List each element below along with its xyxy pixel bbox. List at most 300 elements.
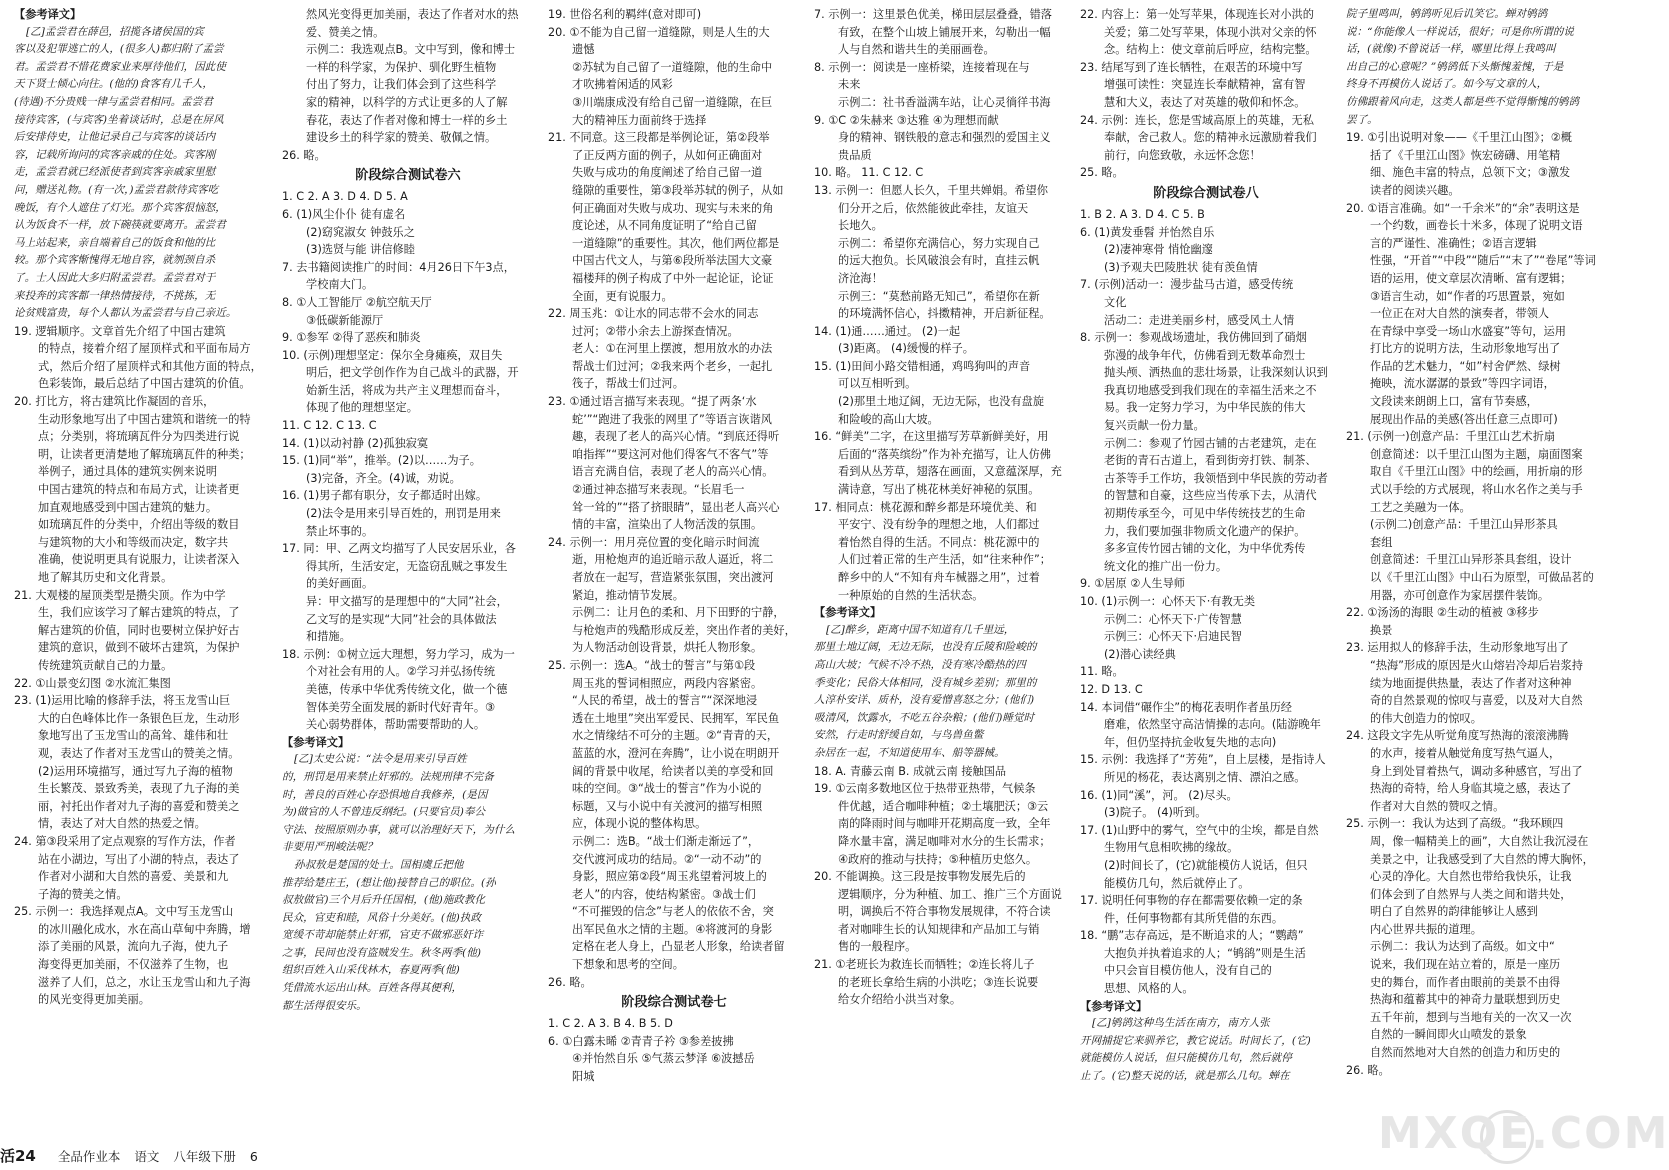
answer-line: 奉献，舍己救人。您的精神永远激励着我们 <box>1104 131 1317 145</box>
answer-line: 创意简述：以千里江山图为主题，扇面图案 <box>1370 447 1583 461</box>
answer-line: (3)完备，齐全。(4)诚，劝说。 <box>306 471 461 485</box>
answer-line: 出自己的心意呢？”鸲鹆低下头惭愧羞愧，于是 <box>1346 60 1564 73</box>
answer-line: 自然的一瞬间即火山喷发的景象 <box>1370 1028 1527 1042</box>
answer-line: ②苏轼为自己留了一道缝隙，他的生命中 <box>572 60 773 74</box>
answer-line: 身的精神、钢铁般的意志和强烈的爱国主义 <box>838 131 1051 145</box>
answer-line: “热海”形成的原因是火山熔岩冷却后岩浆持 <box>1370 658 1583 672</box>
answer-line: 语言充满自信，表现了老人的高兴心情。 <box>572 465 774 479</box>
answer-line: 示例二：心怀天下·广传智慧 <box>1104 612 1242 626</box>
answer-line: 逻辑顺序，分为种植、加工、推广三个方面说 <box>838 887 1062 901</box>
answer-line: 然风光变得更加美丽，表达了作者对水的热 <box>306 8 519 21</box>
answer-line: 17. 说明任何事物的存在都需要依赖一定的条 <box>1080 894 1303 908</box>
answer-line: 为人物活动创设背景，烘托人物形象。 <box>572 641 763 655</box>
answer-line: 一种原始的自然的生活状态。 <box>838 588 984 602</box>
answer-line: 22. 内容上：第一处写苹果，体现连长对小洪的 <box>1080 8 1314 21</box>
reference-translation-heading: 【参考译文】 <box>282 735 350 749</box>
answer-line: 件，任何事物都有其所凭借的东西。 <box>1104 911 1284 925</box>
answer-line: 丽，衬托出作者对九子海的喜爱和赞美之 <box>38 799 240 813</box>
answer-line: 示例二：希望你充满信心，努力实现自己 <box>838 236 1040 250</box>
answer-line: 14. 本词借“碾作尘”的梅花表明作者虽历经 <box>1080 700 1292 714</box>
answer-line: 13. 示例一：但愿人长久，千里共婵娟。希望你 <box>814 183 1048 197</box>
answer-line: 人淳朴安详、质朴，没有爱憎喜怒之分；(他们) <box>814 694 1035 707</box>
answer-line: 耸一耸的”“搭了挤眼睛”，显出老人高兴心 <box>572 500 780 514</box>
answer-line: 奇的自然景观的惊叹与喜爱，以及对大自然 <box>1370 694 1583 708</box>
answer-line: 22. 周玉兆：①让水的同志带不会水的同志 <box>548 307 759 321</box>
answer-line: 生物用气息相吹拂的缘故。 <box>1104 841 1239 855</box>
answer-line: 大的白色峰体比作一条银色巨龙，生动形 <box>38 711 240 725</box>
answer-line: 降水量丰富，满足咖啡对水分的生长需求； <box>838 834 1051 848</box>
answer-line: 才吹拂着闲适的风彩 <box>572 78 673 92</box>
answer-line: 史的舞台，而作者由眼前的美景不由得 <box>1370 975 1561 989</box>
answer-line: 站在小湖边，写出了小湖的特点，表达了 <box>38 852 240 866</box>
section-title: 阶段综合测试卷八 <box>1153 185 1259 201</box>
answer-line: 季变化；民俗大体相同，没有城乡差别；那里的 <box>814 676 1037 689</box>
answer-line: 15. (1)田间小路交错相通，鸡鸣狗叫的声音 <box>814 359 1031 373</box>
answer-line: 21. 不同意。这三段都是举例论证，第②段举 <box>548 131 770 145</box>
answer-line: 23. 结尾写到了连长牺牲，在艰苦的环境中写 <box>1080 60 1303 74</box>
answer-line: (3)选贤与能 讲信修睦 <box>306 243 415 257</box>
answer-line: 济沧海！ <box>838 271 883 285</box>
answer-line: 的远大抱负。长风破浪会有时，直挂云帆 <box>838 254 1040 268</box>
answer-line: 7. 示例一：这里景色优美，梯田层层叠叠，错落 <box>814 8 1052 21</box>
answer-line: 南的降雨时间与咖啡开花期高度一致，全年 <box>838 817 1051 831</box>
answer-line: 热海和蕴蓄其中的神奇力量联想到历史 <box>1370 993 1561 1007</box>
answer-line: 叔敖做官)三个月后升任国相，(他)施政教化 <box>282 894 486 907</box>
answer-line: 筏子，帮战士们过河。 <box>572 377 684 391</box>
answer-line: 贵品质 <box>838 148 872 162</box>
answer-line: 文化 <box>1104 295 1127 309</box>
answer-line: 25. 示例一：我认为达到了高级。“我环顾四 <box>1346 817 1564 831</box>
answer-line: 一样的科学家，为保护、驯化野生植物 <box>306 60 497 74</box>
answer-line: 作者对大自然的赞叹之情。 <box>1370 799 1505 813</box>
answer-line: 10. (示例)理想坚定：保尔全身瘫痪，双目失 <box>282 348 503 362</box>
answer-line: 水之情缘结不可分的主题。②“青青的天， <box>572 729 779 743</box>
answer-line: 明，让读者更清楚地了解琉璃瓦件的种类； <box>38 447 251 461</box>
answer-line: 晚饭，有个人遮住了灯光。那个宾客很恼怒， <box>14 201 226 214</box>
answer-line: 的伟大创造力的惊叹。 <box>1370 711 1482 725</box>
answer-line: (3)院子。 (4)听到。 <box>1104 806 1207 820</box>
answer-line: 禁止坏事的。 <box>306 524 374 538</box>
answer-line: 在青绿中享受一场山水盛宴”等句，运用 <box>1370 324 1566 338</box>
answer-column-1 <box>14 6 266 1138</box>
answer-line: 的美好画面。 <box>306 577 374 591</box>
answer-line: 接待宾客，(与宾客)坐着谈话时，总是在屏风 <box>14 113 224 126</box>
answer-line: 非要用严刑峻法呢？ <box>282 841 378 854</box>
answer-line: 25. 略。 <box>1080 166 1124 180</box>
answer-line: 生动形象地写出了中国古建筑和谐统一的特 <box>38 412 251 426</box>
answer-line: 以《千里江山图》中山石为原型，可做品茗的 <box>1370 571 1594 584</box>
answer-line: 售的一般程序。 <box>838 940 917 954</box>
answer-line: ③低碳新能源厅 <box>306 313 384 327</box>
answer-line: 多多宣传竹园古铺的文化，为中华优秀传 <box>1104 542 1306 556</box>
answer-line: 24. 这段文字先从听觉角度写热海的滚滚沸腾 <box>1346 729 1569 743</box>
answer-line: 18. A. 青藤云南 B. 成就云南 接触国品 <box>814 764 1007 778</box>
answer-line: 14. (1)以动衬静 (2)孤独寂寞 <box>282 436 429 450</box>
answer-line: 的环境满怀信心，抖擞精神，开启新征程。 <box>838 307 1051 321</box>
answer-line: 19. 逻辑顺序。文章首先介绍了中国古建筑 <box>14 324 226 338</box>
answer-line: 情，表达了对大自然的热爱之情。 <box>38 817 206 831</box>
answer-line: 16. “鲜美”二字，在这里描写芳草新鲜美好，用 <box>814 430 1049 444</box>
answer-line: 过河；②带小余去上游探查情况。 <box>572 324 739 338</box>
answer-line: 乙文写的是实现“大同”社会的具体做法 <box>306 612 497 626</box>
answer-line: 生，我们应该学习了解古建筑的特点，了 <box>38 606 240 620</box>
answer-line: (2)那里土地辽阔，无边无际，也没有盘旋 <box>838 395 1045 409</box>
answer-line: 春花，表达了作者对像和博士一样的乡土 <box>306 113 508 127</box>
answer-line: 味的空间。③“战士的誓言”作为小说的 <box>572 782 762 796</box>
answer-line: 阔的背景中收尾，给读者以美的享受和回 <box>572 764 774 778</box>
answer-line: 的老班长拿给生病的小洪吃；③连长说要 <box>838 975 1039 989</box>
answer-line: 观，表达了作者对玉龙雪山的赞美之情。 <box>38 746 240 760</box>
answer-line: 失败与成功的角度阐述了给自己留一道 <box>572 166 763 180</box>
answer-line: 的冰川融化成水，水在高山草甸中奔腾，增 <box>38 922 251 936</box>
answer-line: 传统建筑贡献自己的力量。 <box>38 658 173 672</box>
answer-line: 25. 示例一：选A。“战士的誓言”与第①段 <box>548 658 756 672</box>
answer-line: 10. 略。 11. C 12. C <box>814 166 924 180</box>
answer-line: 换景 <box>1370 623 1393 637</box>
answer-line: 守法、按照原则办事，就可以治理好天下，为什么 <box>282 823 516 836</box>
answer-line: 的，刑罚是用来禁止奸邪的。法规刑律不完备 <box>282 770 494 783</box>
answer-line: “不可摧毁的信念”与老人的依依不舍，突 <box>572 905 774 919</box>
answer-line: 件优越，适合咖啡种植；②土壤肥沃；③云 <box>838 799 1049 813</box>
subject-label: 语文 <box>134 1149 160 1164</box>
answer-column-4 <box>814 6 1066 1138</box>
answer-line: 易。我一定努力学习，为中华民族的伟大 <box>1104 401 1306 415</box>
answer-line: 有致，在整个山坡上铺展开来，勾勒出一幅 <box>838 25 1051 39</box>
answer-line: 17. 同：甲、乙两文均描写了人民安居乐业，各 <box>282 542 516 556</box>
answer-line: 9. ①居原 ②人生导师 <box>1080 577 1185 591</box>
answer-line: 16. (1)同“溪”，河。 (2)尽头。 <box>1080 788 1238 802</box>
answer-line: 示例二：让月色的柔和、月下田野的宁静， <box>572 606 785 620</box>
answer-line: 下想象和思考的空间。 <box>572 958 684 972</box>
answer-line: 较。那个宾客惭愧得无地自容，就刎颈自杀 <box>14 254 216 267</box>
answer-line: 学校南大门。 <box>306 278 374 292</box>
answer-line: 示例三：“莫愁前路无知己”，希望你在新 <box>838 289 1040 303</box>
answer-line: 增强可读性：突显连长奉献精神，富有智 <box>1104 78 1306 92</box>
answer-line: 逝，用枪炮声的追近暗示敌人逼近，将二 <box>572 553 774 567</box>
answer-line: 何正确面对失败与成功、现实与未来的角 <box>572 201 774 215</box>
answer-line: 磨难，依然坚守高洁情操的志向。(陆游晚年 <box>1104 718 1321 732</box>
answer-line: 14. (1)通……通过。 (2)一起 <box>814 324 961 338</box>
answer-line: 20. ①语言准确。如“一千余米”的“余”表明这是 <box>1346 201 1580 215</box>
answer-line: 始新生活，将成为共产主义理想而奋斗， <box>306 383 508 397</box>
answer-line: 满诗意，写出了桃花林美好神秘的氛围。 <box>838 483 1040 497</box>
answer-line: 阳城 <box>572 1070 595 1084</box>
answer-line: 22. ①山景变幻图 ②水流汇集图 <box>14 676 171 690</box>
answer-line: ③川端康成没有给自己留一道缝隙，在巨 <box>572 95 773 109</box>
answer-line: 凭借流水运出山林。百姓各得其便利， <box>282 982 463 995</box>
answer-line: 力，我们要加强非物质文化遗产的保护。 <box>1104 524 1306 538</box>
answer-line: 19. ①引出说明对象——《千里江山图》；②概 <box>1346 131 1572 145</box>
answer-line: 度论述，从不同角度证明了“给自己留 <box>572 219 757 233</box>
answer-line: 18. 示例：①树立远大理想，努力学习，成为一 <box>282 647 515 661</box>
answer-line: 福楼拜的例子构成了中外一起论证，论证 <box>572 271 774 285</box>
answer-line: 推荐给楚庄王，(想让他)接替自己的职位。(孙 <box>282 876 496 889</box>
answer-line: 11. 略。 <box>1080 665 1124 679</box>
answer-line: 遗憾 <box>572 43 595 57</box>
answer-line: 为)做官的人不曾违反纲纪。(只要官员)奉公 <box>282 806 486 819</box>
answer-line: 26. 略。 <box>548 975 592 989</box>
answer-line: 之事，民间也没有盗贼发生。秋冬两季(他) <box>282 946 481 959</box>
answer-line: 18. “鹏”志存高远，是不断追求的人；“鹦鹉” <box>1080 929 1304 943</box>
answer-line: 8. 示例一：阅读是一座桥梁，连接着现在与 <box>814 60 1030 74</box>
answer-line: 解古建筑的价值，同时也要树立保护好古 <box>38 623 240 637</box>
answer-line: 关心弱势群体，帮助需要帮助的人。 <box>306 718 486 732</box>
answer-line: 吸清风，饮露水，不吃五谷杂粮；(他们)睡觉时 <box>814 711 1035 724</box>
answer-line: (2)潜心读经典 <box>1104 647 1176 661</box>
answer-line: 6. (1)黄发垂髫 并怡然自乐 <box>1080 225 1215 239</box>
answer-line: 1. C 2. A 3. B 4. B 5. D <box>548 1017 673 1031</box>
answer-line: 们分开之后，依然能彼此牵挂，友谊天 <box>838 201 1029 215</box>
answer-line: 语的运用，使文章层次清晰、富有逻辑； <box>1370 271 1572 285</box>
answer-line: 孙叔敖是楚国的处士。国相虞丘把他 <box>294 858 464 871</box>
answer-line: 们体会到了自然界与人类之间和谐共处， <box>1370 887 1572 901</box>
answer-line: (2)法令是用来引导百姓的，刑罚是用来 <box>306 507 501 521</box>
answer-line: 滋养了人们，总之，水让玉龙雪山和九子海 <box>38 975 251 989</box>
answer-line: 工艺之美融为一体。 <box>1370 500 1471 514</box>
answer-line: 明白了自然界的韵律能够让人感到 <box>1370 905 1538 919</box>
answer-line: 文段读来朗朗上口，富有节奏感， <box>1370 395 1538 409</box>
answer-line: 大的精神压力面前终于选择 <box>572 113 707 127</box>
answer-line: 生长繁茂、景致秀美，表现了九子海的美 <box>38 782 240 796</box>
answer-line: 9. ①参军 ②得了恶疾和肺炎 <box>282 331 421 345</box>
answer-line: 身影，照应第②段“周玉兆望着河坡上的 <box>572 870 767 884</box>
answer-line: 的特点，接着介绍了屋顶样式和平面布局方 <box>38 342 251 356</box>
answer-line: 添了美丽的风景，流向九子海，使九子 <box>38 940 229 954</box>
answer-line: 抛头颅、洒热血的悲壮场景，让我深刻认识到 <box>1104 366 1328 380</box>
answer-line: 23. (1)运用比喻的修辞手法，将玉龙雪山巨 <box>14 694 231 708</box>
answer-line: 者对咖啡生长的认知规律和产品加工与销 <box>838 922 1040 936</box>
answer-line: 全面，更有说服力。 <box>572 289 673 303</box>
answer-line: 23. 运用拟人的修辞手法，生动形象地写出了 <box>1346 641 1569 655</box>
answer-line: 缝隙的重要性，第③段举苏轼的例子，从如 <box>572 183 784 197</box>
answer-column-3 <box>548 6 800 1138</box>
answer-line: 的风光变得更加美丽。 <box>38 993 150 1007</box>
answer-line: 一道缝隙”的重要性。其次，他们两位都是 <box>572 236 780 250</box>
answer-line: 容，记载所询问的宾客亲戚的住处。宾客刚 <box>14 148 216 161</box>
answer-line: 了。士人因此大多归附孟尝君。孟尝君对于 <box>14 271 216 284</box>
answer-line: 言的严谨性、准确性；②语言逻辑 <box>1370 236 1537 250</box>
answer-line: 8. 示例一：参观战场遗址，我仿佛回到了硝烟 <box>1080 331 1307 345</box>
answer-line: 标题，又与小说中有关渡河的描写相照 <box>572 799 763 813</box>
answer-line: 就能模仿人说话，但只能模仿几句，然后就停 <box>1080 1052 1292 1065</box>
answer-line: 周玉兆的誓词相照应，两段内容紧密。 <box>572 676 763 690</box>
answer-line: 出军民鱼水之情的主题。④将渡河的身影 <box>572 922 773 936</box>
answer-line: 25. 示例一：我选择观点A。文中写玉龙雪山 <box>14 905 234 919</box>
answer-line: 后安排侍史，让他记录自己与宾客的谈话内 <box>14 131 216 144</box>
answer-line: 我真切地感受到我们现在的幸福生活来之不 <box>1104 383 1317 397</box>
answer-line: 看到从丛芳草，翅落在画面，又意蕴深厚，充 <box>838 465 1062 479</box>
answer-line: 君。孟尝君不惜花费家业来厚待他们，因此使 <box>14 60 226 73</box>
answer-line: ④并怡然自乐 ⑤气蒸云梦泽 ⑥波撼岳 <box>572 1052 755 1066</box>
answer-line: 话，(就像)不曾说话一样，哪里比得上我鸣叫 <box>1346 43 1556 56</box>
answer-line: 打比方的说明方法，生动形象地写出了 <box>1370 342 1561 356</box>
answer-line: 思想、风格的人。 <box>1104 982 1194 996</box>
answer-line: 式，然后介绍了屋顶样式和其他方面的特点， <box>38 359 262 373</box>
answer-line: 周，像一幅精美上的画”，大自然让我沉浸在 <box>1370 834 1589 848</box>
answer-line: ④政府的推动与扶持；⑤种植历史悠久。 <box>838 852 1038 866</box>
answer-line: (3)距离。 (4)缓慢的样子。 <box>838 342 974 356</box>
answer-line: 6. (1)风尘仆仆 徒有虚名 <box>282 207 406 221</box>
answer-line: 创意简述：千里江山异形茶具套组，设计 <box>1370 553 1572 567</box>
answer-line: 和措施。 <box>306 630 351 644</box>
answer-line: 组织百姓入山采伐林木，春夏两季(他) <box>282 964 460 977</box>
answer-line: 内心世界共振的道理。 <box>1370 922 1482 936</box>
answer-line: 取自《千里江山图》中的绘画，用折扇的形 <box>1370 465 1583 479</box>
answer-line: 12. D 13. C <box>1080 682 1143 696</box>
answer-line: 的智慧和自豪，这些应当传承下去，从清代 <box>1104 489 1317 503</box>
answer-line: 式以手绘的方式展现，将山水名作之美与手 <box>1370 483 1583 497</box>
answer-line: 和险峻的高山大坡。 <box>838 412 939 426</box>
answer-line: 高山大坡；气候不冷不热，没有寒冷酷热的四 <box>814 658 1026 671</box>
answer-line: 性强，“开首”“中段”“随后”“末了”“卷尾”等词 <box>1370 254 1596 268</box>
answer-line: 细、施色丰富的特点，总领下文；③激发 <box>1370 166 1571 180</box>
answer-column-5 <box>1080 6 1332 1138</box>
answer-line: (3)予观夫巴陵胜状 徒有羡鱼情 <box>1104 260 1258 274</box>
answer-line: 掩映，流水潺潺的景致”等四字词语， <box>1370 377 1555 391</box>
answer-line: 得其所，生活安定，无盗窃乱贼之事发生 <box>306 559 508 573</box>
answer-line: 示例二：选B。“战士们渐走渐远了”， <box>572 834 760 848</box>
answer-line: 说来，我们现在站立着的，原是一座历 <box>1370 958 1561 972</box>
answer-line: 建筑的意识，做到不破坏古建筑，为保护 <box>38 641 240 655</box>
answer-line: 15. (1)同“举”，推举。(2)以……为子。 <box>282 454 481 468</box>
answer-line: 19. 世俗名利的羁绊(意对即可) <box>548 8 702 21</box>
answer-line: 关爱；第二处写苹果，体现小洪对父亲的怀 <box>1104 25 1317 39</box>
answer-line: 作者对小湖和大自然的喜爱、美景和九 <box>38 870 229 884</box>
answer-line: 15. 示例：我选择了“芳苑”，自上层楼，是指诗人 <box>1080 753 1326 767</box>
answer-line: 仿佛跟着风向走，这类人都是些不觉得惭愧的鸲鹆 <box>1346 95 1580 108</box>
answer-line: 老人”的内容，使结构紧密。③战士们 <box>572 887 756 901</box>
section-title: 阶段综合测试卷六 <box>355 168 461 184</box>
answer-line: ②通过神态描写来表现。“长眉毛一 <box>572 483 745 497</box>
answer-line: 加直观地感受到中国古建筑的魅力。 <box>38 500 218 514</box>
answer-line: 异：甲文描写的是理想中的“大同”社会， <box>306 595 508 608</box>
answer-line: 能模仿几句，然后就停止了。 <box>1104 876 1250 890</box>
answer-line: 老人：①在河里上摆渡，想用放水的办法 <box>572 342 773 356</box>
answer-line: 热海的奇特，给人身临其境之感，表达了 <box>1370 782 1572 796</box>
answer-line: 蛇’”“跑进了我张的网里了”等语言诙谐风 <box>572 412 772 426</box>
answer-line: 与枪炮声的残酷形成反差，突出作者的美好， <box>572 623 796 637</box>
answer-line: (2)时间长了，(它)就能模仿人说话，但只 <box>1104 858 1308 872</box>
answer-line: 止了。(它)整天说的话，就是那么几句。蝉在 <box>1080 1070 1290 1083</box>
brand-name: 全品作业本 <box>57 1149 121 1164</box>
answer-line: 9. ①C ②朱赫来 ③达雅 ④为理想而献 <box>814 113 999 127</box>
answer-line: 给女介绍给小洪当对象。 <box>838 993 962 1007</box>
answer-line: 复兴贡献一份力量。 <box>1104 419 1205 433</box>
answer-line: 21. ①老班长为救连长而牺牲；②连长将儿子 <box>814 958 1035 972</box>
answer-line: 开网捕捉它来驯养它，教它说话。时间长了，(它) <box>1080 1034 1311 1047</box>
answer-line: 定格在老人身上，凸显老人形象，给读者留 <box>572 940 785 954</box>
answer-line: 者放在一起写，营造紧张氛围，突出渡河 <box>572 571 774 584</box>
answer-line: 中只会盲目模仿他人，没有自己的 <box>1104 964 1272 978</box>
answer-line: 7. (示例)活动一：漫步盐马古道，感受传统 <box>1080 278 1294 292</box>
answer-line: 示例二：社书香溢满车站，让心灵徜徉书海 <box>838 95 1051 109</box>
answer-line: 咱指挥”“要这河对他们得客气不客气”等 <box>572 447 769 461</box>
answer-line: 7. 去书籍阅读推广的时间：4月26日下午3点， <box>282 260 515 274</box>
answer-line: 11. C 12. C 13. C <box>282 419 377 433</box>
answer-line: 作品的艺术魅力，“如”村舍俨然、绿树 <box>1370 359 1561 373</box>
answer-line: 来投奔的宾客都一律热情接待，不挑拣，无 <box>14 289 216 302</box>
answer-line: 海变得更加美丽，不仅滋养了生物，也 <box>38 958 229 972</box>
answer-line: 中国古建筑的特点和布局方式，让读者更 <box>38 483 240 497</box>
answer-line: 8. ①人工智能厅 ②航空航天厅 <box>282 295 432 309</box>
answer-line: 身上到处冒着热气，调动多种感官，写出了 <box>1370 764 1583 778</box>
answer-line: ③语言生动，如“作者的巧思置景，宛如 <box>1370 289 1565 303</box>
answer-line: 建设乡土的科学家的赞美、敬佩之情。 <box>306 131 497 145</box>
grade-label: 八年级下册 <box>173 1149 236 1164</box>
answer-line: 问，赠送礼物。(有一次，)孟尝君款待宾客吃 <box>14 183 219 196</box>
answer-line: 示例三：心怀天下·启迪民智 <box>1104 630 1242 644</box>
answer-line: 如琉璃瓦件的分类中，介绍出等级的数目 <box>38 518 240 532</box>
answer-line: 22. ①汤汤的海眼 ②生动的植被 ③移步 <box>1346 606 1539 620</box>
answer-line: 活动二：走进美丽乡村，感受风土人情 <box>1104 313 1295 327</box>
answer-line: 那里土地辽阔，无边无际，也没有丘陵和险峻的 <box>814 641 1037 654</box>
answer-line: 趣，表现了老人的高兴心情。“到底还得听 <box>572 430 780 444</box>
answer-line: 16. (1)男子都有职分，女子都适时出嫁。 <box>282 489 488 503</box>
answer-line: 点；分类别，将琉璃瓦件分为四类进行说 <box>38 430 240 444</box>
answer-line: (示例二)创意产品：千里江山异形茶具 <box>1370 518 1558 532</box>
answer-line: 17. (1)山野中的雾气，空气中的尘埃，都是自然 <box>1080 823 1319 837</box>
answer-line: 初期传承至今，可见中华传统技艺的生命 <box>1104 507 1306 521</box>
answer-line: 自然而然地对大自然的创造力和历史的 <box>1370 1046 1561 1060</box>
answer-line: 美德，传承中华优秀传统文化，做一个德 <box>306 682 508 696</box>
answer-line: 美景之中，让我感受到了大自然的博大胸怀， <box>1370 852 1594 866</box>
answer-line: 续为地面提供热量，表达了作者对这种神 <box>1370 676 1572 690</box>
answer-line: 示例二：我选观点B。文中写到，像和博士 <box>306 43 516 57</box>
answer-line: 情的丰富，渲染出了人物活泼的氛围。 <box>572 518 763 532</box>
answer-line: 明，调换后不符合事物发展规律，不符合读 <box>838 905 1051 919</box>
answer-line: 杂居在一起，不知道使用车、船等器械。 <box>814 746 1005 759</box>
answer-line: 象地写出了玉龙雪山的高耸、雄伟和壮 <box>38 729 229 743</box>
answer-line: 着怡然自得的生活。不同点：桃花源中的 <box>838 535 1040 549</box>
answer-line: 古茶等手工作坊，我领悟到中华民族的劳动者 <box>1104 471 1328 485</box>
answer-line: 认为饭食不一样，放下碗筷就要离开。孟尝君 <box>14 219 226 232</box>
answer-line: 准确，使说明更具有说服力，让读者深入 <box>38 553 240 567</box>
answer-line: 20. ①不能为自己留一道缝隙，则是人生的大 <box>548 25 770 39</box>
answer-line: 26. 略。 <box>282 148 326 162</box>
answer-line: 前行，向您致敬，永远怀念您！ <box>1104 148 1261 162</box>
answer-line: 17. 相同点：桃花源和醉乡都是环境优美、和 <box>814 500 1037 514</box>
answer-line: 了正反两方面的例子，从如何正确面对 <box>572 148 763 162</box>
answer-line: 体现了他的理想坚定。 <box>306 401 418 415</box>
answer-line: [乙]醉乡，距离中国不知道有几千里远， <box>826 623 1015 636</box>
watermark: MXQE.COM <box>1378 1108 1669 1159</box>
answer-line: 天下贤士倾心向往。(他的)食客有几千人， <box>14 78 213 91</box>
answer-line: 帮战士们过河；②我来两个老乡，一起扎 <box>572 359 773 373</box>
page-number: 6 <box>249 1149 258 1164</box>
answer-line: (2)窈窕淑女 钟鼓乐之 <box>306 225 415 239</box>
answer-line: 可以互相听到。 <box>838 377 917 391</box>
answer-line: 一位正在对大自然的演奏者，带领人 <box>1370 307 1550 321</box>
answer-line: 的水声，接着从触觉角度写热气逼人， <box>1370 746 1561 760</box>
answer-line: 院子里鸣叫，鸲鹆听见后讥笑它。蝉对鸲鹆 <box>1346 8 1548 20</box>
answer-line: 套组 <box>1370 535 1393 549</box>
answer-line: 年，但仍坚持抗金收复失地的志向) <box>1104 735 1277 749</box>
answer-line: 长地久。 <box>838 219 883 233</box>
reference-translation-heading: 【参考译文】 <box>1080 999 1148 1013</box>
answer-line: 民众，官吏和睦，风俗十分美好。(他)执政 <box>282 911 481 924</box>
answer-line: 23. ①通过语言描写来表现。“提了两条‘水 <box>548 395 757 409</box>
answer-line: [乙]孟尝君在薛邑，招揽各诸侯国的宾 <box>26 25 204 38</box>
answer-line: 举例子，通过具体的建筑实例来说明 <box>38 465 218 479</box>
answer-line: “人民的希望，战士的誓言”“深深地浸 <box>572 694 758 708</box>
answer-line: 读者的阅读兴趣。 <box>1370 183 1460 197</box>
answer-line: 走，孟尝君就已经派使者到宾客亲戚家里慰 <box>14 166 216 179</box>
answer-line: 心灵的净化。大自然也带给我快乐，让我 <box>1370 870 1572 884</box>
answer-line: 所见的杨花，表达离别之情、漂泊之感。 <box>1104 770 1306 784</box>
answer-line: 20. 不能调换。这三段是按事物发展先后的 <box>814 870 1026 884</box>
answer-line: [乙]太史公说：“法令是用来引导百姓 <box>294 753 467 766</box>
answer-line: 罢了。 <box>1346 113 1378 126</box>
